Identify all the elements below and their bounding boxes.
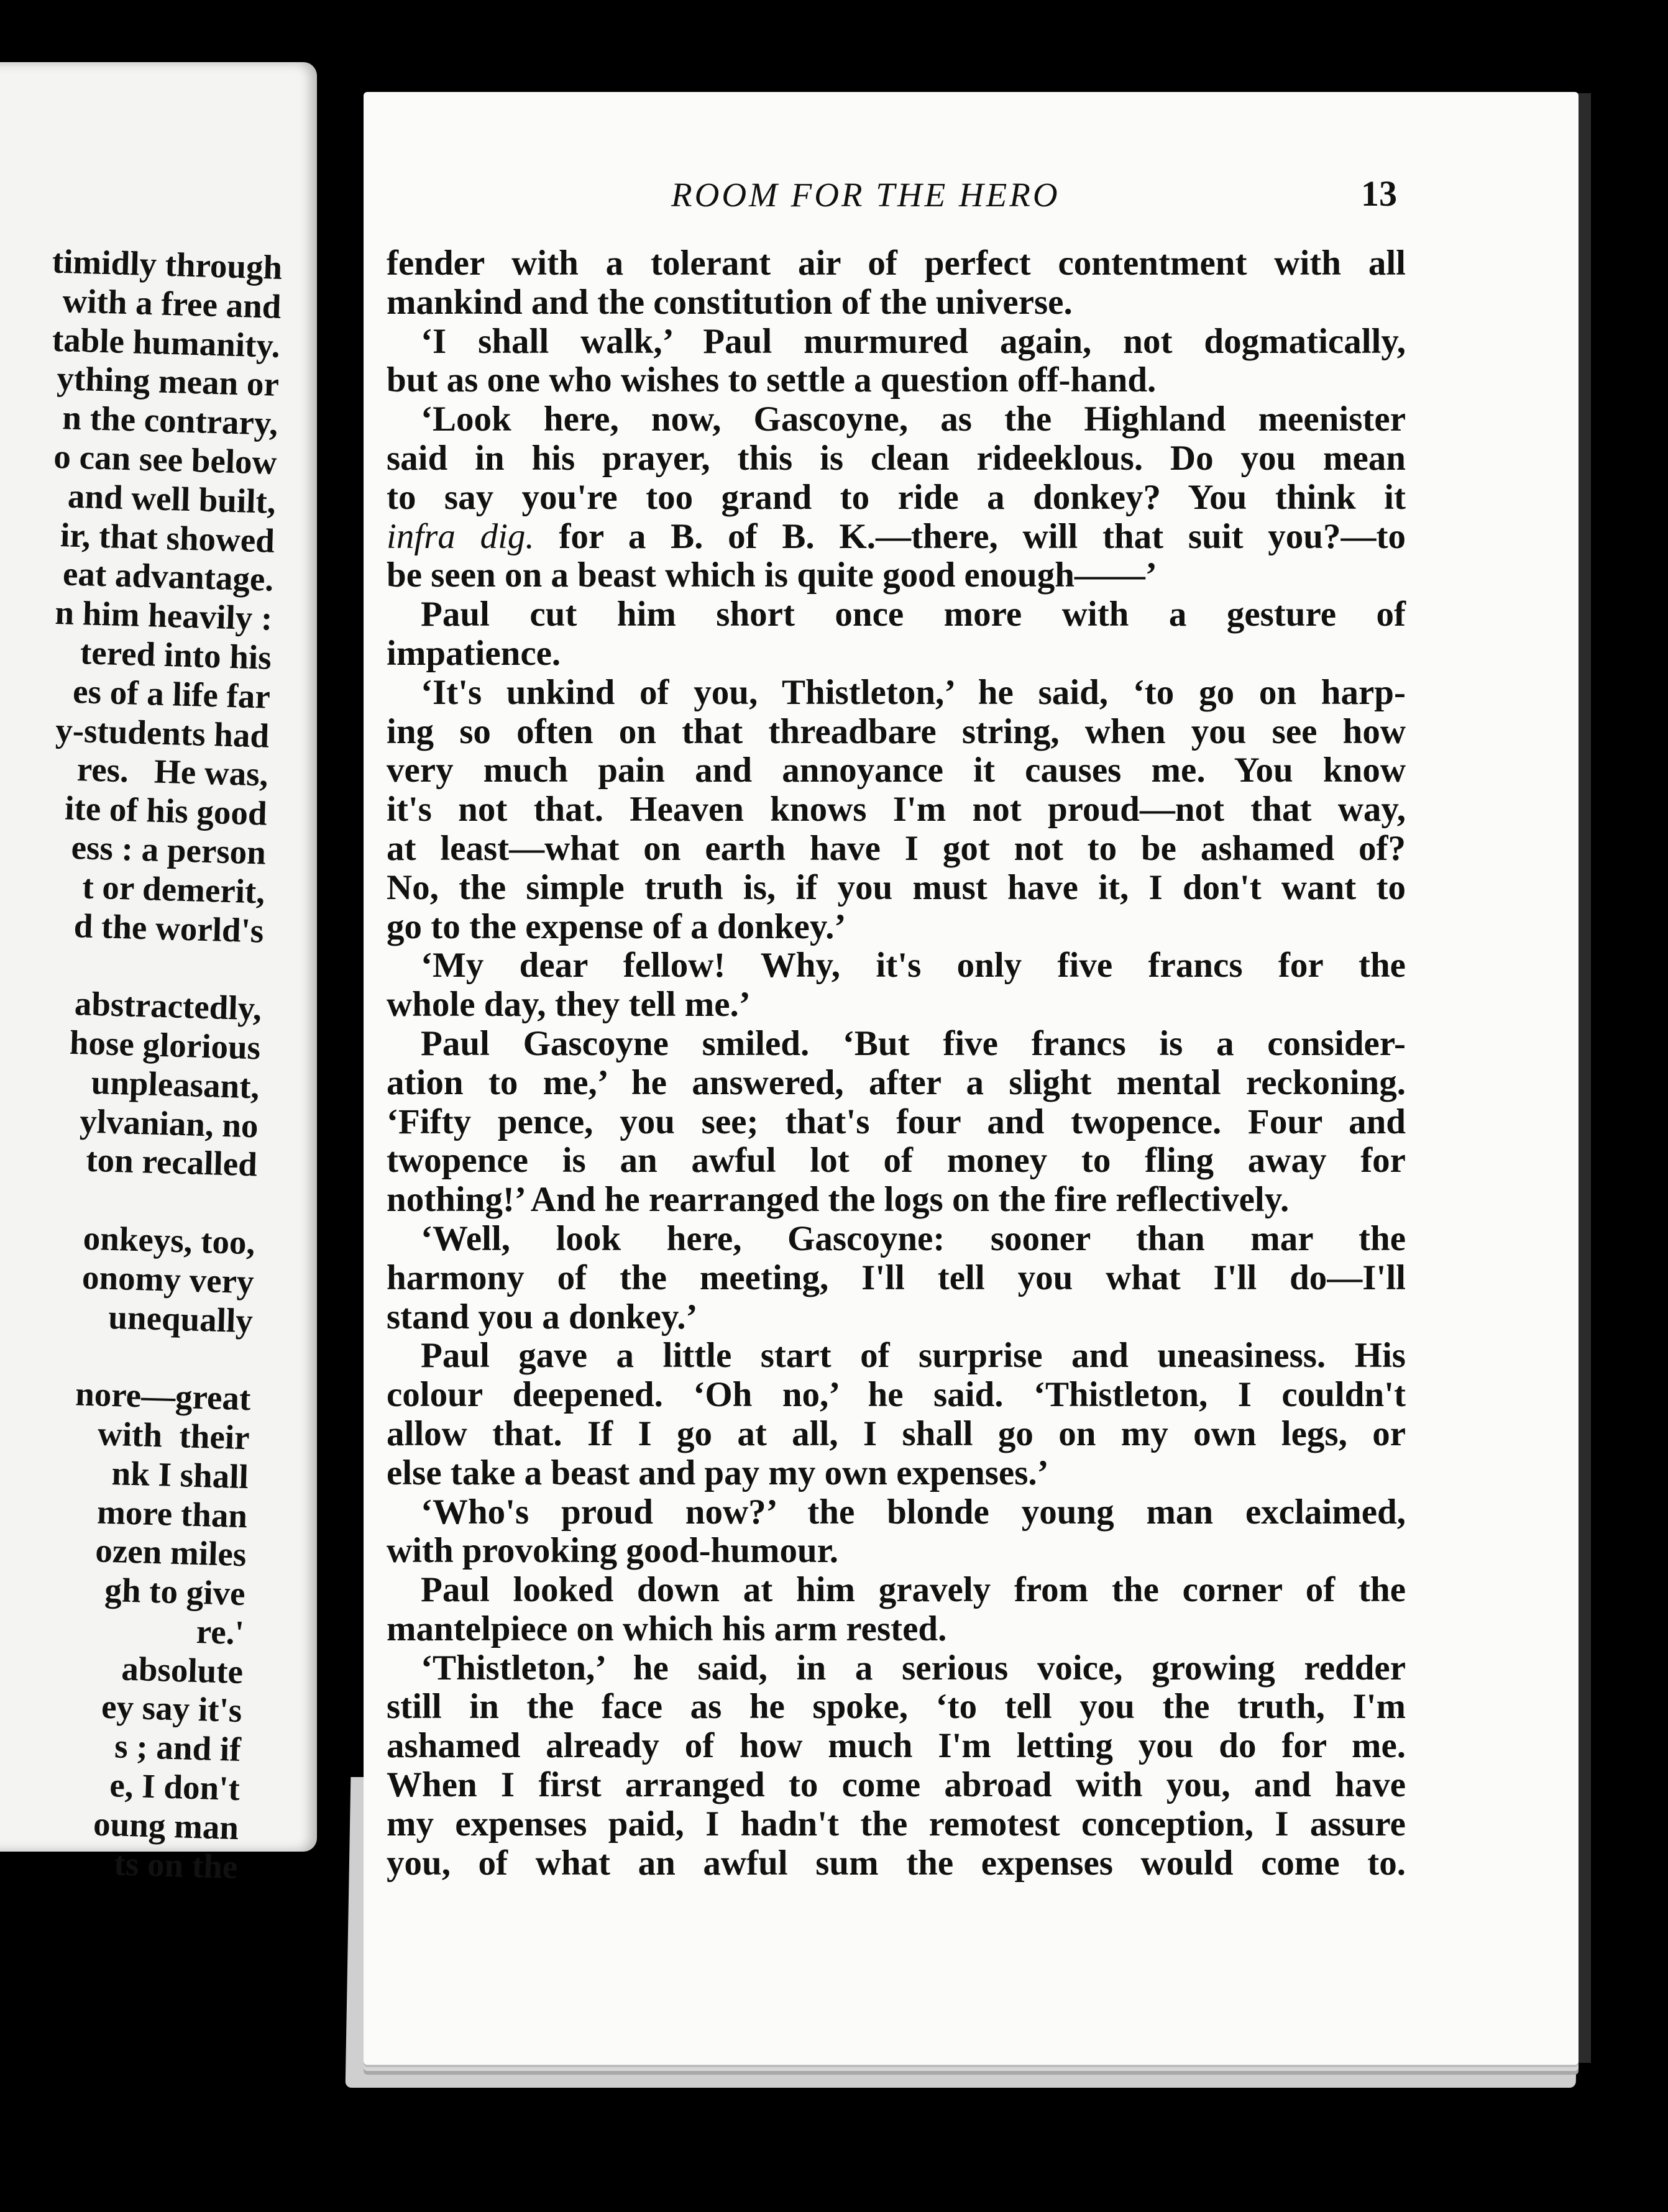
left-page-line: es of a life far — [72, 672, 271, 716]
page-number: 13 — [1361, 173, 1397, 214]
left-page-text — [0, 233, 283, 1887]
left-page-line: hose glorious — [69, 1023, 261, 1067]
left-page-line: abstractedly, — [74, 984, 262, 1028]
text-line: mantelpiece on which his arm rested. — [387, 1609, 947, 1648]
text-line: fender with a tolerant air of perfect contentment with all — [387, 244, 1406, 283]
left-page-line: re.' — [196, 1612, 245, 1652]
left-page-line: table humanity. — [52, 320, 281, 365]
text-line: No, the simple truth is, if you must have it, I don't want to — [387, 867, 1406, 907]
left-page-line: absolute — [121, 1649, 244, 1691]
text-line: stand you a donkey.’ — [387, 1297, 698, 1337]
text-line: with provoking good-humour. — [387, 1531, 838, 1571]
left-page-line: y-students had — [55, 710, 270, 755]
left-page-line: ess : a person — [70, 828, 267, 872]
text-line: When I first arranged to come abroad with you, and have — [387, 1765, 1406, 1805]
left-page-line: gh to give — [104, 1570, 246, 1613]
text-line: it's not that. Heaven knows I'm not proud—not that way, — [387, 790, 1406, 830]
left-page-line: ite of his good — [64, 788, 268, 833]
text-line: said in his prayer, this is clean rideeklous. Do you mean — [387, 438, 1406, 478]
left-page-line: ylvanian, no — [79, 1101, 259, 1145]
text-line: Paul cut him short once more with a gesture of — [421, 595, 1406, 634]
left-page-line: more than — [96, 1492, 248, 1535]
text-line: whole day, they tell me.’ — [387, 985, 751, 1025]
left-page-line: with a free and — [62, 281, 282, 326]
left-page-line: t or demerit, — [81, 867, 265, 911]
body-text — [387, 244, 1406, 1883]
left-page-line: s ; and if — [114, 1727, 242, 1769]
text-line: nothing!’ And he rearranged the logs on the fire reflectively. — [387, 1180, 1290, 1220]
left-page-line: unequally — [108, 1297, 254, 1340]
left-page-line: o can see below — [53, 437, 278, 482]
text-line: harmony of the meeting, I'll tell you what I'll do—I'll — [387, 1258, 1406, 1297]
text-line: go to the expense of a donkey.’ — [387, 907, 846, 946]
text-line: to say you're too grand to ride a donkey? You think it — [387, 477, 1406, 517]
text-line: my expenses paid, I hadn't the remotest conception, I assure — [387, 1804, 1406, 1844]
text-line: ‘Fifty pence, you see; that's four and twopence. Four and — [387, 1102, 1406, 1141]
text-line: you, of what an awful sum the expenses would come to. — [387, 1843, 1406, 1883]
text-line: ‘Thistleton,’ he said, in a serious voice, growing redder — [421, 1648, 1406, 1688]
left-page-line: timidly through — [52, 242, 283, 286]
italic-phrase: infra dig. — [387, 516, 534, 556]
text-line: ‘Well, look here, Gascoyne: sooner than mar the — [421, 1218, 1406, 1258]
text-line: ‘Look here, now, Gascoyne, as the Highland meenister — [421, 400, 1406, 439]
left-page-line: n the contrary, — [62, 398, 278, 443]
text-line: very much pain and annoyance it causes me. You know — [387, 751, 1406, 790]
text-line: ation to me,’ he answered, after a slight mental reckoning. — [387, 1063, 1406, 1102]
text-line: else take a beast and pay my own expenses.’ — [387, 1453, 1049, 1492]
left-page-line: ey say it's — [101, 1688, 243, 1730]
running-head: ROOM FOR THE HERO — [671, 176, 1060, 214]
left-page-line: and well built, — [67, 477, 277, 521]
left-page-line: onomy very — [81, 1258, 255, 1301]
text-line: Paul looked down at him gravely from the corner of the — [421, 1570, 1406, 1610]
text-line: ing so often on that threadbare string, when you see how — [387, 711, 1406, 751]
left-page-line: res. He was, — [76, 750, 269, 794]
text-line: ‘Who's proud now?’ the blonde young man exclaimed, — [421, 1492, 1406, 1532]
text-line: but as one who wishes to settle a question off-hand. — [387, 360, 1157, 400]
left-page-line: unpleasant, — [91, 1063, 260, 1106]
text-line: ‘It's unkind of you, Thistleton,’ he said, ‘to go on harp- — [421, 672, 1406, 712]
left-page — [0, 62, 317, 1886]
left-page-line: eat advantage. — [62, 554, 274, 599]
text-line: mankind and the constitution of the universe. — [387, 282, 1073, 322]
left-page-line: nk I shall — [111, 1453, 249, 1496]
left-page-line: ts on the — [113, 1844, 239, 1886]
left-page-line: oung man — [93, 1804, 239, 1847]
text-line: impatience. — [387, 633, 561, 673]
left-page-line: ton recalled — [85, 1141, 258, 1184]
text-line: Paul Gascoyne smiled. ‘But five francs is a consider- — [421, 1023, 1406, 1063]
left-page-line: ir, that showed — [60, 515, 275, 560]
text-line: allow that. If I go at all, I shall go on my own legs, or — [387, 1414, 1406, 1453]
left-page-line: onkeys, too, — [83, 1218, 256, 1262]
text-line: be seen on a beast which is quite good enough——’ — [387, 555, 1157, 595]
text-line: at least—what on earth have I got not to be ashamed of? — [387, 828, 1406, 868]
left-page-line: ozen miles — [94, 1531, 247, 1574]
line-text: for a B. of B. K.—there, will that suit you?—to — [534, 516, 1406, 556]
text-line: still in the face as he spoke, ‘to tell you the truth, I'm — [387, 1687, 1406, 1727]
left-page-line: nore—great — [75, 1374, 252, 1418]
text-line: ashamed already of how much I'm letting you do for me. — [387, 1726, 1406, 1766]
left-page-line: tered into his — [80, 633, 272, 677]
text-line: ‘I shall walk,’ Paul murmured again, not dogmatically, — [421, 321, 1406, 361]
left-page-line: with their — [97, 1414, 250, 1457]
left-page-line: ything mean or — [56, 359, 280, 404]
text-line: ‘My dear fellow! Why, it's only five francs for the — [421, 946, 1406, 985]
left-page-line: d the world's — [73, 906, 265, 950]
text-line: Paul gave a little start of surprise and uneasiness. His — [421, 1336, 1406, 1376]
left-page-line: n him heavily : — [54, 593, 273, 638]
text-line — [387, 518, 1406, 557]
text-line: twopence is an awful lot of money to fling away for — [387, 1141, 1406, 1181]
left-page-line: e, I don't — [109, 1766, 241, 1808]
text-line: colour deepened. ‘Oh no,’ he said. ‘Thistleton, I couldn't — [387, 1375, 1406, 1415]
